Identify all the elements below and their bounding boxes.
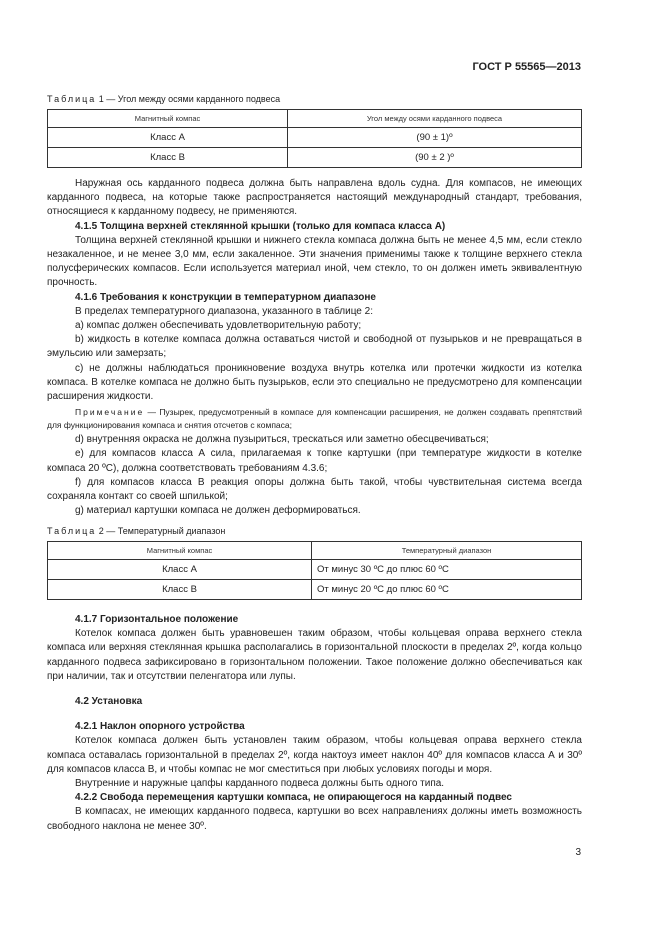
list-item: d) внутренняя окраска не должна пузыриться, трескаться или заметно обесцвечиваться;: [75, 434, 489, 446]
table1-caption-text: 1 — Угол между осями карданного подвеса: [96, 94, 281, 104]
table-header-row: [48, 110, 582, 128]
list-item: g) материал картушки компаса не должен деформироваться.: [75, 505, 361, 517]
table-header-row: [48, 542, 582, 560]
section-heading-4-1-5: 4.1.5 Толщина верхней стеклянной крышки (только для компаса класса А): [75, 220, 446, 232]
list-item: е) для компасов класса А сила, прилагаемая к топке картушки (при температуре жидкости в котелке компаса 20 ºС), должна соответствовать требованиям 4.3.6;: [47, 448, 582, 474]
list-item: с) не должны наблюдаться проникновение воздуха внутрь котелка или протечки жидкости из котелка компаса. В котелке компаса не должно быть пузырьков, если это специально не предусмотрено для компенсации расширения жидкости.: [47, 362, 582, 403]
section-text-2: [47, 613, 582, 834]
table-cell: Класс В: [48, 148, 288, 168]
list-item: b) жидкость в котелке компаса должна оставаться чистой и свободной от пузырьков и не превращаться в эмульсию или замерзать;: [47, 334, 582, 360]
table2-caption-label: Таблица: [47, 526, 97, 536]
section-text-1: [47, 177, 582, 518]
table-row: [48, 580, 582, 600]
paragraph: Внутренние и наружные цапфы карданного подвеса должны быть одного типа.: [75, 778, 445, 790]
paragraph: Наружная ось карданного подвеса должна быть направлена вдоль судна. Для компасов, не имеющих карданного подвеса, на которые также распространяется настоящий международный стандарт, требования, относящиеся к карданному подвесу, не применяются.: [47, 178, 582, 218]
section-heading-4-2-2: 4.2.2 Свобода перемещения картушки компаса, не опирающегося на карданный подвес: [75, 792, 512, 804]
table-header-cell: Магнитный компас: [48, 110, 288, 128]
temperature-table: [47, 541, 582, 600]
page-number: 3: [575, 847, 581, 858]
table-row: [48, 128, 582, 148]
section-heading-4-2-1: 4.2.1 Наклон опорного устройства: [75, 721, 245, 733]
list-item: f) для компасов класса В реакция опоры должна быть такой, чтобы чувствительная система всегда сохраняла контакт со своей шпилькой;: [47, 476, 582, 503]
table-cell: От минус 20 ºС до плюс 60 ºС: [312, 580, 582, 600]
section-heading-4-2: 4.2 Установка: [75, 696, 143, 708]
table-header-cell: Температурный диапазон: [312, 542, 582, 560]
table2-caption: [47, 526, 225, 536]
paragraph: В компасах, не имеющих карданного подвеса, картушки во всех направлениях должны иметь возможность свободного наклона не менее 30º.: [47, 806, 582, 832]
paragraph: Котелок компаса должен быть установлен таким образом, чтобы кольцевая оправа верхнего стекла компаса оставалась горизонтальной в пределах 2º, когда нактоуз имеет наклон 40º для компасов класса А и 30º для компасов класса В, и чтобы компас не мог сместиться при любых условиях погоды и моря.: [47, 735, 582, 775]
section-heading-4-1-6: 4.1.6 Требования к конструкции в температурном диапазоне: [75, 291, 376, 303]
table-row: [48, 560, 582, 580]
section-heading-4-1-7: 4.1.7 Горизонтальное положение: [75, 614, 239, 625]
table-cell: Класс В: [48, 580, 312, 600]
document-header: ГОСТ Р 55565—2013: [472, 61, 581, 73]
angle-table: [47, 109, 582, 168]
paragraph: В пределах температурного диапазона, указанного в таблице 2:: [75, 305, 373, 317]
table-cell: От минус 30 ºС до плюс 60 ºС: [312, 560, 582, 580]
note-text: — Пузырек, предусмотренный в компасе для компенсации расширения, не должен создавать препятствий для функционирования компаса и снятия отсчетов с компаса;: [47, 407, 582, 430]
table-cell: Класс А: [48, 128, 288, 148]
note: [47, 406, 582, 431]
table-cell: (90 ± 1)º: [288, 128, 582, 148]
table-cell: (90 ± 2 )º: [288, 148, 582, 168]
paragraph: Котелок компаса должен быть уравновешен таким образом, чтобы кольцевая оправа верхнего стекла компаса или верхняя стеклянная крышка располагались в горизонтальной плоскости в пределах 2º, когда кольцо карданного подвеса зафиксировано в горизонтальном положении. Такое положение должно обеспечиваться как при наличии, так и отсутствии пеленгатора или лупы.: [47, 628, 582, 682]
table-header-cell: Магнитный компас: [48, 542, 312, 560]
table1-caption-label: Таблица: [47, 94, 97, 104]
table-row: [48, 148, 582, 168]
list-item: а) компас должен обеспечивать удовлетворительную работу;: [75, 320, 362, 332]
note-label: Примечание: [75, 407, 145, 418]
paragraph: Толщина верхней стеклянной крышки и нижнего стекла компаса должна быть не менее 4,5 мм, если стекло незакаленное, и не менее 3,0 мм, если закаленное. Эти значения применимы также к толщине верхнего стекла полусферических компасов. Если используется материал иной, чем стекло, то он должен иметь эквивалентную прочность.: [47, 234, 582, 289]
table-cell: Класс А: [48, 560, 312, 580]
table-header-cell: Угол между осями карданного подвеса: [288, 110, 582, 128]
table1-caption: [47, 94, 280, 104]
table2-caption-text: 2 — Температурный диапазон: [96, 526, 226, 536]
